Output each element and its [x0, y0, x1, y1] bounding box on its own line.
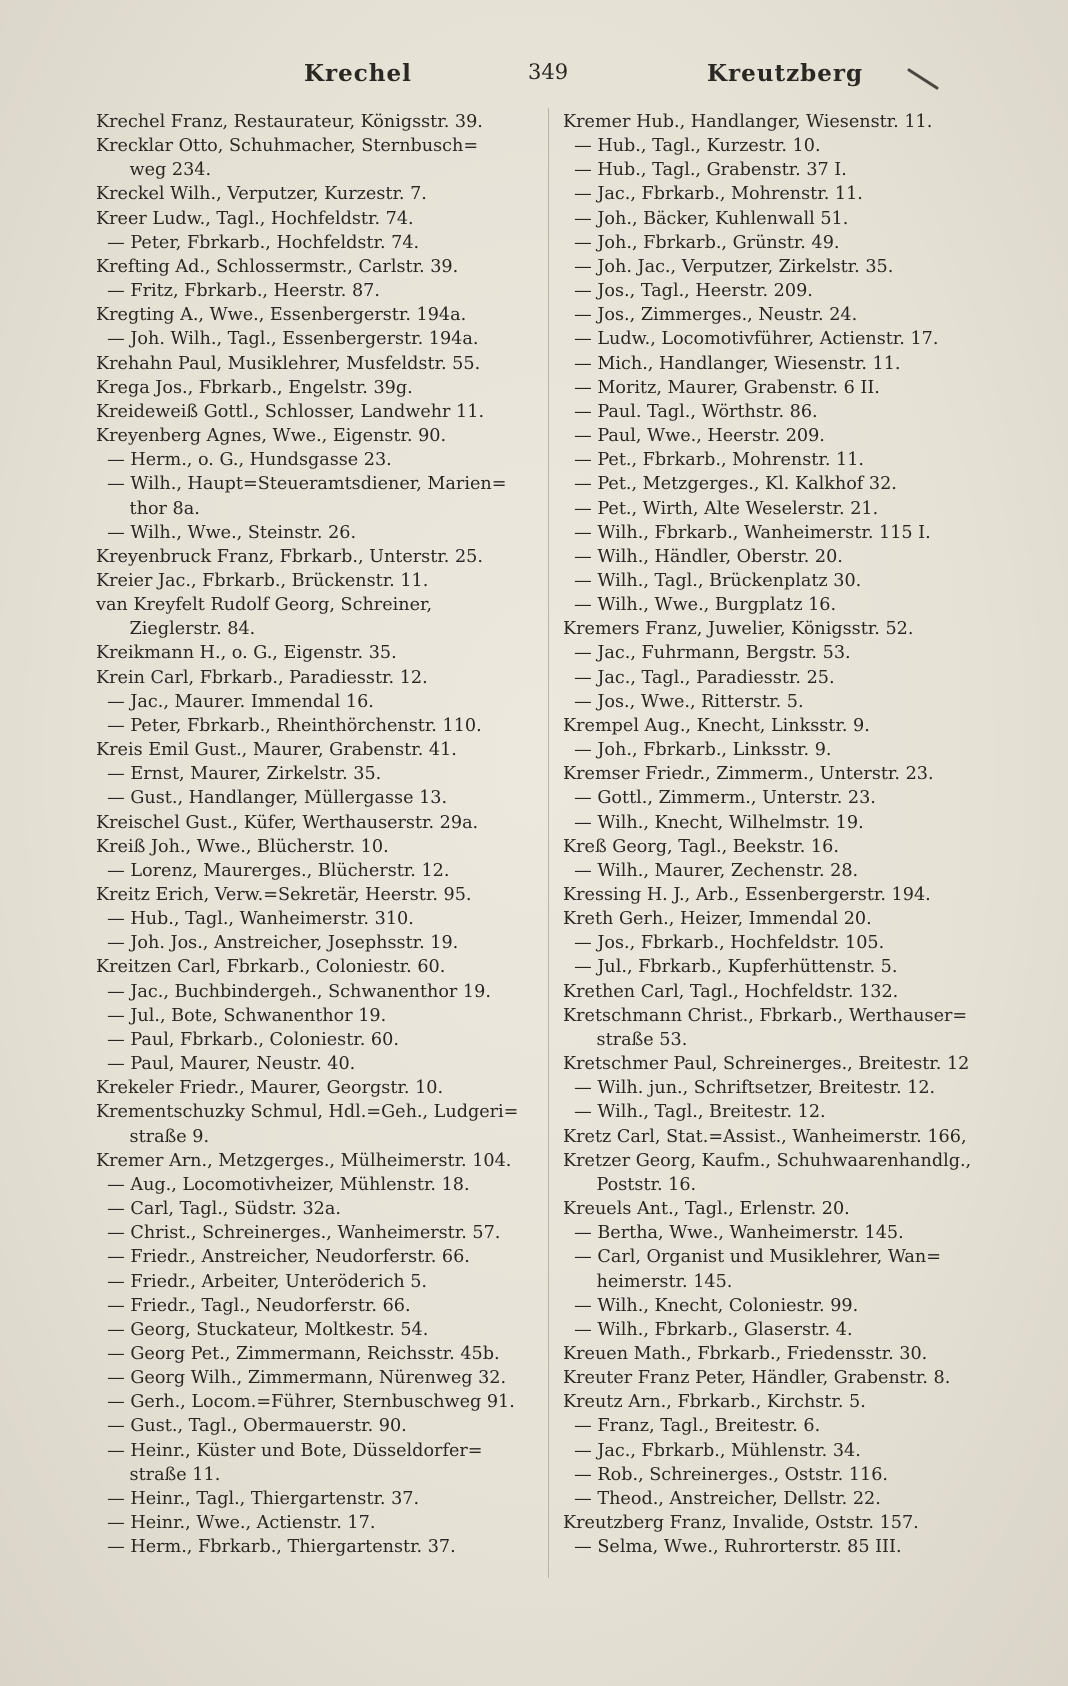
directory-entry-line: — Jos., Zimmerges., Neustr. 24. [563, 305, 858, 326]
directory-entry-line: Kreyenbruck Franz, Fbrkarb., Unterstr. 25. [96, 546, 483, 567]
directory-entry-line: Kreyenberg Agnes, Wwe., Eigenstr. 90. [96, 426, 447, 447]
directory-entry-line: — Jac., Tagl., Paradiesstr. 25. [563, 667, 835, 688]
directory-entry-line: — Carl, Tagl., Südstr. 32a. [96, 1199, 341, 1220]
directory-entry-line: — Ludw., Locomotivführer, Actienstr. 17. [563, 329, 939, 350]
directory-entry-line: Krempel Aug., Knecht, Linksstr. 9. [563, 715, 870, 736]
directory-entry-line: Zieglerstr. 84. [96, 619, 256, 640]
directory-entry-line: — Paul, Wwe., Heerstr. 209. [563, 426, 825, 447]
directory-entry-line: Kreiß Joh., Wwe., Blücherstr. 10. [96, 836, 389, 857]
directory-entry-line: Kreuels Ant., Tagl., Erlenstr. 20. [563, 1199, 850, 1220]
directory-entry-line: — Franz, Tagl., Breitestr. 6. [563, 1416, 821, 1437]
directory-entry-line: — Wilh., Tagl., Brückenplatz 30. [563, 570, 862, 591]
directory-entry-line: Poststr. 16. [563, 1174, 697, 1195]
directory-entry-line: — Wilh., Knecht, Wilhelmstr. 19. [563, 812, 864, 833]
directory-entry-line: — Jul., Fbrkarb., Kupferhüttenstr. 5. [563, 957, 898, 978]
directory-entry-line: — Herm., Fbrkarb., Thiergartenstr. 37. [96, 1537, 456, 1558]
directory-entry-line: Krehahn Paul, Musiklehrer, Musfeldstr. 55. [96, 353, 481, 374]
directory-entry-line: — Georg Pet., Zimmermann, Reichsstr. 45b. [96, 1343, 500, 1364]
page-number: 349 [528, 60, 569, 84]
directory-entry-line: Kreutzberg Franz, Invalide, Oststr. 157. [563, 1513, 919, 1534]
directory-entry-line: — Pet., Fbrkarb., Mohrenstr. 11. [563, 450, 864, 471]
directory-entry-line: Krefting Ad., Schlossermstr., Carlstr. 39. [96, 256, 459, 277]
directory-entry-line: straße 11. [96, 1464, 221, 1485]
directory-entry-line: Krechel Franz, Restaurateur, Königsstr. 39. [96, 112, 483, 132]
directory-entry-line: — Heinr., Wwe., Actienstr. 17. [96, 1513, 376, 1534]
directory-entry-line: Kreuen Math., Fbrkarb., Friedensstr. 30. [563, 1343, 928, 1364]
directory-entry-line: — Ernst, Maurer, Zirkelstr. 35. [96, 764, 382, 785]
directory-entry-line: — Joh. Jos., Anstreicher, Josephsstr. 19. [96, 933, 459, 954]
directory-entry-line: — Selma, Wwe., Ruhrorterstr. 85 III. [563, 1537, 902, 1558]
directory-entry-line: — Herm., o. G., Hundsgasse 23. [96, 450, 392, 471]
directory-entry-line: — Wilh., Händler, Oberstr. 20. [563, 546, 843, 567]
directory-entry-line: — Friedr., Anstreicher, Neudorferstr. 66. [96, 1247, 470, 1268]
directory-entry-line: — Pet., Metzgerges., Kl. Kalkhof 32. [563, 474, 897, 495]
right-column [563, 110, 1003, 1559]
directory-entry-line: — Bertha, Wwe., Wanheimerstr. 145. [563, 1223, 904, 1244]
directory-entry-line: — Joh. Wilh., Tagl., Essenbergerstr. 194a. [96, 329, 479, 350]
directory-entry-line: — Peter, Fbrkarb., Rheinthörchenstr. 110. [96, 715, 482, 736]
header-right-word: Kreutzberg [707, 60, 864, 87]
directory-entry-line: Kreckel Wilh., Verputzer, Kurzestr. 7. [96, 184, 427, 205]
directory-entry-line: Kretschmer Paul, Schreinerges., Breitestr. 12 [563, 1054, 970, 1075]
directory-entry-line: — Paul. Tagl., Wörthstr. 86. [563, 401, 818, 422]
page-header [0, 60, 1068, 94]
directory-entry-line: straße 9. [96, 1126, 210, 1147]
directory-entry-line: — Hub., Tagl., Kurzestr. 10. [563, 136, 821, 157]
directory-entry-line: — Wilh., Haupt=Steueramtsdiener, Marien= [96, 474, 507, 495]
directory-entry-line: — Joh., Bäcker, Kuhlenwall 51. [563, 208, 849, 229]
directory-entry-line: — Rob., Schreinerges., Oststr. 116. [563, 1464, 889, 1485]
directory-entry-line: Kreth Gerh., Heizer, Immendal 20. [563, 909, 872, 930]
directory-entry-line: — Wilh., Tagl., Breitestr. 12. [563, 1102, 826, 1123]
directory-entry-line: — Jac., Buchbindergeh., Schwanenthor 19. [96, 981, 491, 1002]
directory-entry-line: — Wilh., Knecht, Coloniestr. 99. [563, 1295, 859, 1316]
directory-entry-line: — Friedr., Arbeiter, Unteröderich 5. [96, 1271, 428, 1292]
directory-entry-line: — Pet., Wirth, Alte Weselerstr. 21. [563, 498, 879, 519]
directory-entry-line: — Fritz, Fbrkarb., Heerstr. 87. [96, 281, 380, 302]
directory-entry-line: Krein Carl, Fbrkarb., Paradiesstr. 12. [96, 667, 428, 688]
directory-entry-line: — Jac., Maurer. Immendal 16. [96, 691, 374, 712]
directory-entry-line: Kregting A., Wwe., Essenbergerstr. 194a. [96, 305, 467, 326]
directory-entry-line: — Joh., Fbrkarb., Linksstr. 9. [563, 740, 832, 761]
directory-entry-line: Kreier Jac., Fbrkarb., Brückenstr. 11. [96, 570, 429, 591]
directory-entry-line: Krementschuzky Schmul, Hdl.=Geh., Ludgeri= [96, 1102, 519, 1123]
directory-entry-line: — Jul., Bote, Schwanenthor 19. [96, 1005, 387, 1026]
directory-entry-line: — Jac., Fbrkarb., Mühlenstr. 34. [563, 1440, 861, 1461]
directory-entry-line: — Jac., Fuhrmann, Bergstr. 53. [563, 643, 851, 664]
directory-entry-line: Kretschmann Christ., Fbrkarb., Werthauser= [563, 1005, 968, 1026]
directory-entry-line: Kreischel Gust., Küfer, Werthauserstr. 29a. [96, 812, 479, 833]
directory-entry-line: — Heinr., Tagl., Thiergartenstr. 37. [96, 1488, 420, 1509]
directory-entry-line: — Wilh., Wwe., Burgplatz 16. [563, 595, 837, 616]
directory-entry-line: — Christ., Schreinerges., Wanheimerstr. 57. [96, 1223, 501, 1244]
directory-entry-line: — Jos., Fbrkarb., Hochfeldstr. 105. [563, 933, 885, 954]
directory-entry-line: Krega Jos., Fbrkarb., Engelstr. 39g. [96, 377, 413, 398]
directory-entry-line: Kretzer Georg, Kaufm., Schuhwaarenhandlg., [563, 1150, 972, 1171]
directory-entry-line: — Wilh., Maurer, Zechenstr. 28. [563, 860, 859, 881]
directory-entry-line: — Jos., Wwe., Ritterstr. 5. [563, 691, 804, 712]
directory-entry-line: weg 234. [96, 160, 212, 181]
directory-entry-line: Kreutz Arn., Fbrkarb., Kirchstr. 5. [563, 1392, 866, 1413]
directory-entry-line: Kremser Friedr., Zimmerm., Unterstr. 23. [563, 764, 934, 785]
directory-entry-line: straße 53. [563, 1029, 688, 1050]
directory-entry-line: — Aug., Locomotivheizer, Mühlenstr. 18. [96, 1174, 470, 1195]
directory-entry-line: — Carl, Organist und Musiklehrer, Wan= [563, 1247, 941, 1268]
directory-entry-line: Kreitz Erich, Verw.=Sekretär, Heerstr. 95. [96, 885, 472, 905]
directory-entry-line: — Lorenz, Maurerges., Blücherstr. 12. [96, 860, 450, 881]
directory-entry-line: — Peter, Fbrkarb., Hochfeldstr. 74. [96, 232, 420, 253]
directory-entry-line: — Heinr., Küster und Bote, Düsseldorfer= [96, 1440, 483, 1461]
directory-entry-line: — Wilh., Fbrkarb., Wanheimerstr. 115 I. [563, 522, 931, 543]
directory-entry-line: Kreuter Franz Peter, Händler, Grabenstr. 8. [563, 1368, 951, 1389]
directory-entry-line: Kreer Ludw., Tagl., Hochfeldstr. 74. [96, 208, 414, 229]
directory-entry-line: thor 8a. [96, 498, 200, 519]
directory-entry-line: Kreikmann H., o. G., Eigenstr. 35. [96, 643, 397, 664]
directory-entry-line: Kreis Emil Gust., Maurer, Grabenstr. 41. [96, 740, 457, 761]
left-column [96, 110, 536, 1559]
directory-entry-line: Krethen Carl, Tagl., Hochfeldstr. 132. [563, 981, 899, 1002]
directory-entry-line: — Georg, Stuckateur, Moltkestr. 54. [96, 1319, 429, 1340]
directory-entry-line: Krekeler Friedr., Maurer, Georgstr. 10. [96, 1078, 444, 1099]
header-left-word: Krechel [304, 60, 412, 87]
directory-entry-line: Kreideweiß Gottl., Schlosser, Landwehr 11. [96, 401, 485, 422]
directory-entry-line: — Wilh., Fbrkarb., Glaserstr. 4. [563, 1319, 853, 1340]
directory-entry-line: Kreitzen Carl, Fbrkarb., Coloniestr. 60. [96, 957, 446, 978]
directory-entry-line: — Jac., Fbrkarb., Mohrenstr. 11. [563, 184, 863, 205]
pencil-mark-icon [907, 66, 943, 92]
directory-entry-line: — Gust., Handlanger, Müllergasse 13. [96, 788, 448, 809]
directory-entry-line: Kressing H. J., Arb., Essenbergerstr. 194. [563, 885, 931, 905]
directory-entry-line: — Friedr., Tagl., Neudorferstr. 66. [96, 1295, 411, 1316]
directory-entry-line: Kremer Arn., Metzgerges., Mülheimerstr. 104. [96, 1150, 512, 1171]
directory-entry-line: — Jos., Tagl., Heerstr. 209. [563, 281, 813, 302]
directory-entry-line: — Mich., Handlanger, Wiesenstr. 11. [563, 353, 901, 374]
directory-entry-line: van Kreyfelt Rudolf Georg, Schreiner, [96, 595, 433, 616]
directory-entry-line: — Wilh. jun., Schriftsetzer, Breitestr. 12. [563, 1078, 936, 1099]
directory-entry-line: — Gottl., Zimmerm., Unterstr. 23. [563, 788, 876, 809]
directory-entry-line: Kretz Carl, Stat.=Assist., Wanheimerstr. 166, [563, 1126, 967, 1147]
directory-entry-line: — Georg Wilh., Zimmermann, Nürenweg 32. [96, 1368, 507, 1389]
directory-entry-line: — Paul, Fbrkarb., Coloniestr. 60. [96, 1029, 399, 1050]
directory-entry-line: — Joh., Fbrkarb., Grünstr. 49. [563, 232, 840, 253]
column-divider [548, 108, 549, 1578]
directory-entry-line: — Hub., Tagl., Wanheimerstr. 310. [96, 909, 414, 930]
directory-entry-line: — Joh. Jac., Verputzer, Zirkelstr. 35. [563, 256, 894, 277]
directory-entry-line: heimerstr. 145. [563, 1271, 733, 1292]
directory-entry-line: Krecklar Otto, Schuhmacher, Sternbusch= [96, 136, 479, 157]
directory-entry-line: — Theod., Anstreicher, Dellstr. 22. [563, 1488, 881, 1509]
directory-entry-line: Kreß Georg, Tagl., Beekstr. 16. [563, 836, 839, 857]
directory-entry-line: — Wilh., Wwe., Steinstr. 26. [96, 522, 357, 543]
directory-entry-line: — Hub., Tagl., Grabenstr. 37 I. [563, 160, 847, 181]
directory-entry-line: Kremer Hub., Handlanger, Wiesenstr. 11. [563, 112, 933, 132]
directory-entry-line: — Paul, Maurer, Neustr. 40. [96, 1054, 356, 1075]
directory-entry-line: — Moritz, Maurer, Grabenstr. 6 II. [563, 377, 880, 398]
directory-entry-line: — Gust., Tagl., Obermauerstr. 90. [96, 1416, 407, 1437]
directory-entry-line: — Gerh., Locom.=Führer, Sternbuschweg 91. [96, 1392, 515, 1413]
directory-entry-line: Kremers Franz, Juwelier, Königsstr. 52. [563, 619, 914, 640]
